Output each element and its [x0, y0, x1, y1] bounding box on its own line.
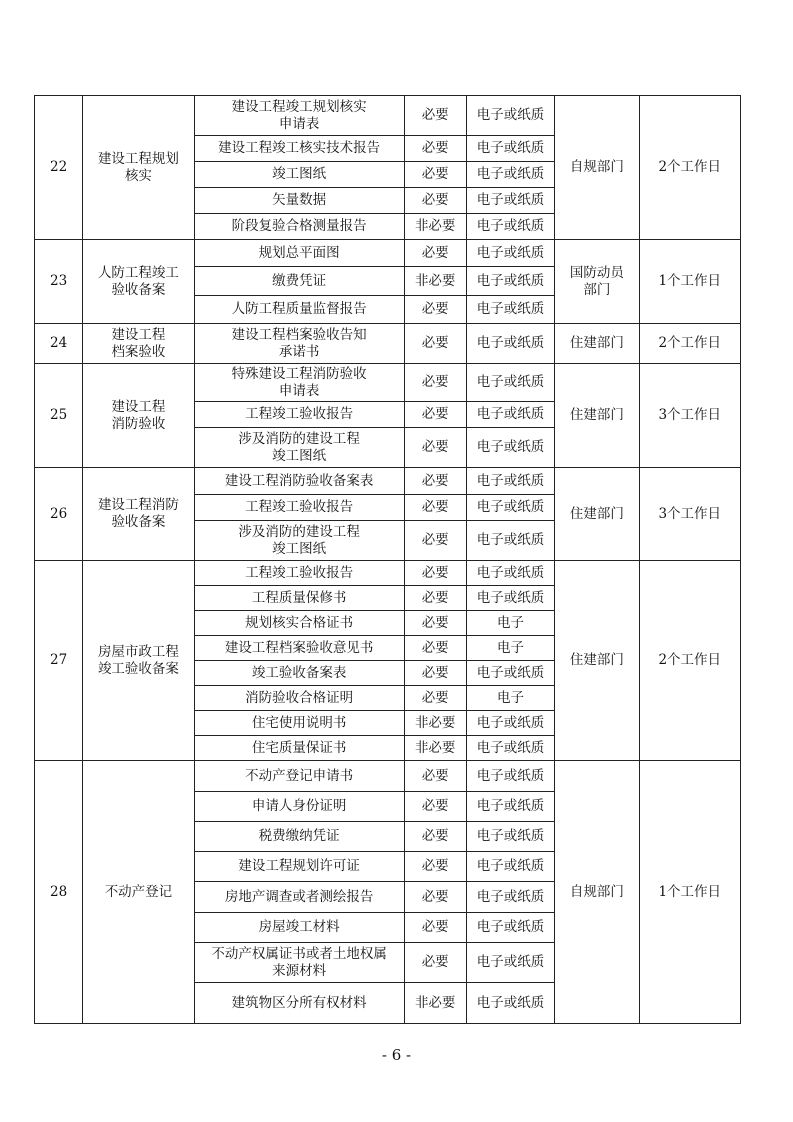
time-limit-cell: 2个工作日: [639, 324, 740, 364]
material-name: 工程竣工验收报告: [194, 495, 404, 521]
format-cell: 电子或纸质: [466, 561, 554, 586]
format-cell: 电子或纸质: [466, 162, 554, 188]
format-cell: 电子或纸质: [466, 214, 554, 240]
material-name: 建设工程竣工核实技术报告: [194, 136, 404, 162]
format-cell: 电子或纸质: [466, 913, 554, 943]
format-cell: 电子或纸质: [466, 495, 554, 521]
material-name: 住宅质量保证书: [194, 736, 404, 761]
format-cell: 电子: [466, 611, 554, 636]
material-name: 建筑物区分所有权材料: [194, 983, 404, 1024]
material-name: 阶段复验合格测量报告: [194, 214, 404, 240]
department-cell: 住建部门: [555, 364, 639, 468]
format-cell: 电子或纸质: [466, 852, 554, 882]
page-number: - 6 -: [381, 1046, 412, 1064]
format-cell: 电子或纸质: [466, 661, 554, 686]
time-limit-cell: 1个工作日: [639, 761, 740, 1024]
table-row: [35, 468, 741, 495]
format-cell: 电子或纸质: [466, 324, 554, 364]
material-name: 建设工程竣工规划核实 申请表: [194, 96, 404, 136]
material-name: 建设工程档案验收意见书: [194, 636, 404, 661]
table-row: [35, 324, 741, 364]
time-limit-cell: 2个工作日: [639, 561, 740, 761]
material-name: 不动产登记申请书: [194, 761, 404, 792]
requirement-cell: 必要: [404, 364, 466, 402]
table-row: [35, 761, 741, 792]
format-cell: 电子或纸质: [466, 428, 554, 468]
material-name: 建设工程消防验收备案表: [194, 468, 404, 495]
requirement-cell: 必要: [404, 561, 466, 586]
format-cell: 电子或纸质: [466, 983, 554, 1024]
requirement-cell: 必要: [404, 913, 466, 943]
table-row: [35, 364, 741, 402]
material-name: 人防工程质量监督报告: [194, 296, 404, 324]
format-cell: 电子或纸质: [466, 267, 554, 296]
material-name: 建设工程档案验收告知 承诺书: [194, 324, 404, 364]
department-cell: 住建部门: [555, 561, 639, 761]
requirement-cell: 必要: [404, 162, 466, 188]
format-cell: 电子或纸质: [466, 188, 554, 214]
requirement-cell: 必要: [404, 636, 466, 661]
department-cell: 住建部门: [555, 468, 639, 561]
material-name: 矢量数据: [194, 188, 404, 214]
material-name: 涉及消防的建设工程 竣工图纸: [194, 428, 404, 468]
material-name: 不动产权属证书或者土地权属 来源材料: [194, 943, 404, 983]
requirement-cell: 必要: [404, 882, 466, 913]
item-number: 22: [35, 96, 83, 240]
item-number: 23: [35, 240, 83, 324]
material-name: 竣工验收备案表: [194, 661, 404, 686]
item-name: 房屋市政工程 竣工验收备案: [83, 561, 194, 761]
format-cell: 电子或纸质: [466, 402, 554, 428]
item-name: 不动产登记: [83, 761, 194, 1024]
requirement-cell: 必要: [404, 296, 466, 324]
requirement-cell: 必要: [404, 468, 466, 495]
material-name: 申请人身份证明: [194, 792, 404, 822]
format-cell: 电子或纸质: [466, 240, 554, 267]
item-name: 建设工程 消防验收: [83, 364, 194, 468]
format-cell: 电子或纸质: [466, 468, 554, 495]
material-name: 涉及消防的建设工程 竣工图纸: [194, 521, 404, 561]
table-row: [35, 96, 741, 136]
format-cell: 电子或纸质: [466, 296, 554, 324]
material-name: 消防验收合格证明: [194, 686, 404, 711]
format-cell: 电子或纸质: [466, 136, 554, 162]
requirement-cell: 必要: [404, 428, 466, 468]
item-name: 人防工程竣工 验收备案: [83, 240, 194, 324]
material-name: 建设工程规划许可证: [194, 852, 404, 882]
requirement-cell: 必要: [404, 188, 466, 214]
material-name: 住宅使用说明书: [194, 711, 404, 736]
material-name: 工程质量保修书: [194, 586, 404, 611]
format-cell: 电子: [466, 636, 554, 661]
requirement-cell: 必要: [404, 324, 466, 364]
requirement-cell: 必要: [404, 240, 466, 267]
requirement-cell: 必要: [404, 761, 466, 792]
requirement-cell: 非必要: [404, 983, 466, 1024]
material-name: 特殊建设工程消防验收 申请表: [194, 364, 404, 402]
requirement-cell: 必要: [404, 136, 466, 162]
requirement-cell: 必要: [404, 686, 466, 711]
format-cell: 电子或纸质: [466, 521, 554, 561]
item-number: 24: [35, 324, 83, 364]
time-limit-cell: 3个工作日: [639, 468, 740, 561]
requirement-cell: 必要: [404, 792, 466, 822]
table-body: [35, 96, 741, 1024]
material-name: 房地产调查或者测绘报告: [194, 882, 404, 913]
material-name: 工程竣工验收报告: [194, 402, 404, 428]
material-name: 税费缴纳凭证: [194, 822, 404, 852]
requirement-cell: 非必要: [404, 736, 466, 761]
item-number: 25: [35, 364, 83, 468]
table-row: [35, 240, 741, 267]
requirement-cell: 非必要: [404, 711, 466, 736]
format-cell: 电子或纸质: [466, 882, 554, 913]
format-cell: 电子或纸质: [466, 943, 554, 983]
time-limit-cell: 2个工作日: [639, 96, 740, 240]
requirement-cell: 必要: [404, 96, 466, 136]
format-cell: 电子或纸质: [466, 822, 554, 852]
format-cell: 电子或纸质: [466, 792, 554, 822]
department-cell: 自规部门: [555, 96, 639, 240]
table-row: [35, 561, 741, 586]
requirement-cell: 必要: [404, 661, 466, 686]
material-name: 缴费凭证: [194, 267, 404, 296]
material-name: 规划核实合格证书: [194, 611, 404, 636]
material-name: 工程竣工验收报告: [194, 561, 404, 586]
material-name: 规划总平面图: [194, 240, 404, 267]
requirement-cell: 必要: [404, 402, 466, 428]
item-name: 建设工程消防 验收备案: [83, 468, 194, 561]
format-cell: 电子或纸质: [466, 761, 554, 792]
format-cell: 电子或纸质: [466, 736, 554, 761]
item-name: 建设工程 档案验收: [83, 324, 194, 364]
material-name: 竣工图纸: [194, 162, 404, 188]
format-cell: 电子或纸质: [466, 96, 554, 136]
requirement-cell: 必要: [404, 521, 466, 561]
format-cell: 电子或纸质: [466, 364, 554, 402]
requirement-cell: 必要: [404, 611, 466, 636]
department-cell: 住建部门: [555, 324, 639, 364]
department-cell: 国防动员 部门: [555, 240, 639, 324]
item-number: 27: [35, 561, 83, 761]
item-number: 28: [35, 761, 83, 1024]
requirement-cell: 必要: [404, 586, 466, 611]
requirements-table: [34, 95, 741, 1024]
requirement-cell: 必要: [404, 822, 466, 852]
requirement-cell: 必要: [404, 495, 466, 521]
format-cell: 电子或纸质: [466, 586, 554, 611]
requirement-cell: 非必要: [404, 267, 466, 296]
department-cell: 自规部门: [555, 761, 639, 1024]
format-cell: 电子: [466, 686, 554, 711]
material-name: 房屋竣工材料: [194, 913, 404, 943]
time-limit-cell: 3个工作日: [639, 364, 740, 468]
item-name: 建设工程规划 核实: [83, 96, 194, 240]
requirement-cell: 非必要: [404, 214, 466, 240]
item-number: 26: [35, 468, 83, 561]
time-limit-cell: 1个工作日: [639, 240, 740, 324]
format-cell: 电子或纸质: [466, 711, 554, 736]
requirement-cell: 必要: [404, 943, 466, 983]
requirement-cell: 必要: [404, 852, 466, 882]
